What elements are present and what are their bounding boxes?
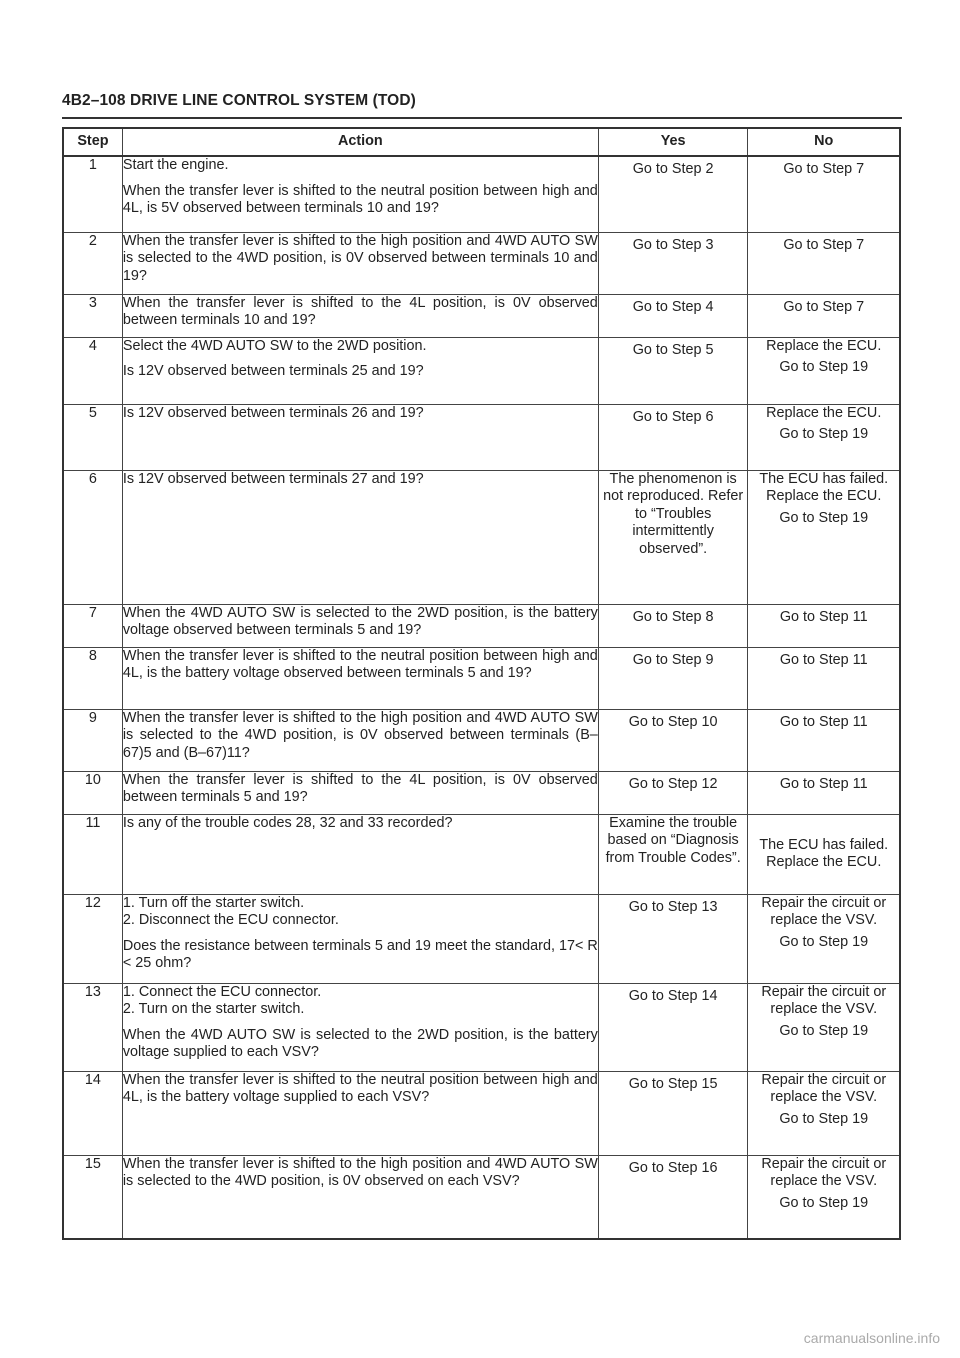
yes-goto: Go to Step 6 xyxy=(632,408,714,425)
list-item: 2. Disconnect the ECU connector. xyxy=(122,912,339,928)
table-header-row xyxy=(63,128,900,156)
no-goto: Go to Step 7 xyxy=(783,236,865,253)
step-action xyxy=(122,1155,598,1239)
yes-goto: Go to Step 14 xyxy=(628,987,718,1004)
column-header-action: Action xyxy=(122,128,598,156)
yes-goto: Go to Step 10 xyxy=(628,713,718,730)
no-result xyxy=(748,337,900,404)
action-text: Is 12V observed between terminals 27 and 19? xyxy=(122,470,424,487)
no-result xyxy=(748,404,900,470)
action-text: When the transfer lever is shifted to the 4L position, is 0V observed between terminals 5 and 19? xyxy=(122,771,598,805)
step-number: 7 xyxy=(63,604,122,647)
yes-goto: Go to Step 12 xyxy=(628,775,718,792)
yes-result xyxy=(598,604,748,647)
step-number: 14 xyxy=(63,1071,122,1155)
table-row xyxy=(63,647,900,709)
step-number: 10 xyxy=(63,771,122,814)
step-action xyxy=(122,156,598,232)
yes-goto: Go to Step 9 xyxy=(632,651,714,668)
step-action xyxy=(122,709,598,771)
table-row xyxy=(63,814,900,894)
yes-result xyxy=(598,709,748,771)
yes-note: The phenomenon is not reproduced. Refer to “Troubles intermittently observed”. xyxy=(603,470,744,557)
yes-result xyxy=(598,1155,748,1239)
action-text: When the transfer lever is shifted to the high position and 4WD AUTO SW is selected to the 4WD position, is 0V observed between terminals 10 and 19? xyxy=(122,232,598,284)
step-action xyxy=(122,404,598,470)
action-text: Does the resistance between terminals 5 and 19 meet the standard, 17< R < 25 ohm? xyxy=(122,937,598,971)
action-text: Is any of the trouble codes 28, 32 and 33 recorded? xyxy=(122,814,453,831)
table-row xyxy=(63,294,900,337)
step-action xyxy=(122,983,598,1071)
no-note: Repair the circuit or replace the VSV. xyxy=(761,983,887,1017)
table-row xyxy=(63,1155,900,1239)
no-goto: Go to Step 11 xyxy=(779,651,868,668)
no-goto: Go to Step 19 xyxy=(779,1110,869,1127)
yes-note: Examine the trouble based on “Diagnosis from Trouble Codes”. xyxy=(605,814,741,866)
action-text: When the 4WD AUTO SW is selected to the 2WD position, is the battery voltage observed between terminals 5 and 19? xyxy=(122,604,598,638)
no-note: Repair the circuit or replace the VSV. xyxy=(761,1071,887,1105)
column-header-yes: Yes xyxy=(598,128,748,156)
no-result xyxy=(748,894,900,983)
step-number: 9 xyxy=(63,709,122,771)
no-result xyxy=(748,709,900,771)
yes-goto: Go to Step 3 xyxy=(632,236,714,253)
yes-result xyxy=(598,647,748,709)
action-text: Is 12V observed between terminals 26 and 19? xyxy=(122,404,424,421)
action-text: Start the engine. xyxy=(122,157,229,173)
no-goto: Go to Step 11 xyxy=(779,713,868,730)
table-row xyxy=(63,404,900,470)
column-header-no: No xyxy=(748,128,900,156)
action-list xyxy=(123,984,598,1019)
no-result xyxy=(748,156,900,232)
table-row xyxy=(63,894,900,983)
yes-result xyxy=(598,894,748,983)
action-text: When the transfer lever is shifted to the neutral position between high and 4L, is the battery voltage supplied to each VSV? xyxy=(122,1071,598,1105)
no-result xyxy=(748,1071,900,1155)
no-result xyxy=(748,771,900,814)
yes-result xyxy=(598,470,748,604)
yes-result xyxy=(598,1071,748,1155)
no-goto: Go to Step 19 xyxy=(779,426,869,442)
watermark: carmanualsonline.info xyxy=(803,1330,940,1346)
diagnosis-table xyxy=(62,127,901,1240)
table-row xyxy=(63,771,900,814)
table-row xyxy=(63,470,900,604)
step-action xyxy=(122,894,598,983)
action-text: When the transfer lever is shifted to the 4L position, is 0V observed between terminals 10 and 19? xyxy=(122,294,598,328)
yes-goto: Go to Step 15 xyxy=(628,1075,718,1092)
table-row xyxy=(63,983,900,1071)
column-header-step: Step xyxy=(63,128,122,156)
action-text: When the transfer lever is shifted to the neutral position between high and 4L, is 5V observed between terminals 10 and 19? xyxy=(122,182,598,216)
action-text: Is 12V observed between terminals 25 and 19? xyxy=(122,363,424,379)
step-action xyxy=(122,232,598,294)
step-number: 6 xyxy=(63,470,122,604)
list-item: 2. Turn on the starter switch. xyxy=(122,1001,305,1017)
step-number: 2 xyxy=(63,232,122,294)
yes-goto: Go to Step 8 xyxy=(632,608,714,625)
step-number: 3 xyxy=(63,294,122,337)
action-text: When the transfer lever is shifted to the high position and 4WD AUTO SW is selected to the 4WD position, is 0V observed between terminals (B–67)5 and (B–67)11? xyxy=(122,709,598,761)
step-number: 5 xyxy=(63,404,122,470)
no-result xyxy=(748,294,900,337)
step-action xyxy=(122,1071,598,1155)
no-goto: Go to Step 19 xyxy=(779,359,869,375)
action-text: When the 4WD AUTO SW is selected to the 2WD position, is the battery voltage supplied to each VSV? xyxy=(122,1026,598,1060)
no-note: Replace the ECU. xyxy=(766,337,882,354)
yes-result xyxy=(598,404,748,470)
yes-goto: Go to Step 16 xyxy=(628,1159,718,1176)
table-row xyxy=(63,232,900,294)
step-number: 8 xyxy=(63,647,122,709)
table-row xyxy=(63,709,900,771)
yes-goto: Go to Step 5 xyxy=(632,341,714,358)
no-goto: Go to Step 19 xyxy=(779,933,869,950)
yes-goto: Go to Step 2 xyxy=(632,161,714,177)
page-header xyxy=(62,92,902,119)
no-result xyxy=(748,604,900,647)
yes-result xyxy=(598,232,748,294)
step-action xyxy=(122,294,598,337)
action-text: When the transfer lever is shifted to the neutral position between high and 4L, is the battery voltage observed between terminals 5 and 19? xyxy=(122,647,598,681)
yes-result xyxy=(598,337,748,404)
table-row xyxy=(63,604,900,647)
step-number: 12 xyxy=(63,894,122,983)
no-note: The ECU has failed. Replace the ECU. xyxy=(759,470,889,504)
step-number: 1 xyxy=(63,156,122,232)
list-item: 1. Turn off the starter switch. xyxy=(122,894,305,911)
no-goto: Go to Step 11 xyxy=(779,775,868,792)
yes-result xyxy=(598,294,748,337)
step-action xyxy=(122,470,598,604)
no-note: Replace the ECU. xyxy=(766,404,882,421)
step-action xyxy=(122,337,598,404)
no-goto: Go to Step 19 xyxy=(779,1194,869,1211)
no-goto: Go to Step 11 xyxy=(779,608,868,625)
no-result xyxy=(748,1155,900,1239)
step-action xyxy=(122,604,598,647)
table-row xyxy=(63,337,900,404)
step-action xyxy=(122,647,598,709)
action-text: Select the 4WD AUTO SW to the 2WD position. xyxy=(122,337,427,354)
action-text: When the transfer lever is shifted to the high position and 4WD AUTO SW is selected to the 4WD position, is 0V observed on each VSV? xyxy=(122,1155,598,1189)
no-goto: Go to Step 19 xyxy=(779,1022,869,1039)
yes-result xyxy=(598,814,748,894)
page-title: 4B2–108 DRIVE LINE CONTROL SYSTEM (TOD) xyxy=(62,92,416,109)
table-row xyxy=(63,156,900,232)
no-result xyxy=(748,647,900,709)
yes-result xyxy=(598,983,748,1071)
no-goto: Go to Step 7 xyxy=(783,161,865,177)
no-note: Repair the circuit or replace the VSV. xyxy=(761,894,887,928)
step-number: 4 xyxy=(63,337,122,404)
no-note: The ECU has failed. Replace the ECU. xyxy=(759,836,889,870)
no-result xyxy=(748,983,900,1071)
no-goto: Go to Step 19 xyxy=(779,509,869,526)
no-note: Repair the circuit or replace the VSV. xyxy=(761,1155,887,1189)
step-action xyxy=(122,814,598,894)
step-action xyxy=(122,771,598,814)
no-goto: Go to Step 7 xyxy=(783,298,865,315)
no-result xyxy=(748,232,900,294)
yes-goto: Go to Step 4 xyxy=(632,298,714,315)
no-result xyxy=(748,814,900,894)
yes-result xyxy=(598,771,748,814)
list-item: 1. Connect the ECU connector. xyxy=(122,983,322,1000)
step-number: 15 xyxy=(63,1155,122,1239)
step-number: 11 xyxy=(63,814,122,894)
no-result xyxy=(748,470,900,604)
step-number: 13 xyxy=(63,983,122,1071)
yes-result xyxy=(598,156,748,232)
header-divider xyxy=(62,117,902,119)
yes-goto: Go to Step 13 xyxy=(628,898,718,915)
table-row xyxy=(63,1071,900,1155)
action-list xyxy=(123,895,598,930)
